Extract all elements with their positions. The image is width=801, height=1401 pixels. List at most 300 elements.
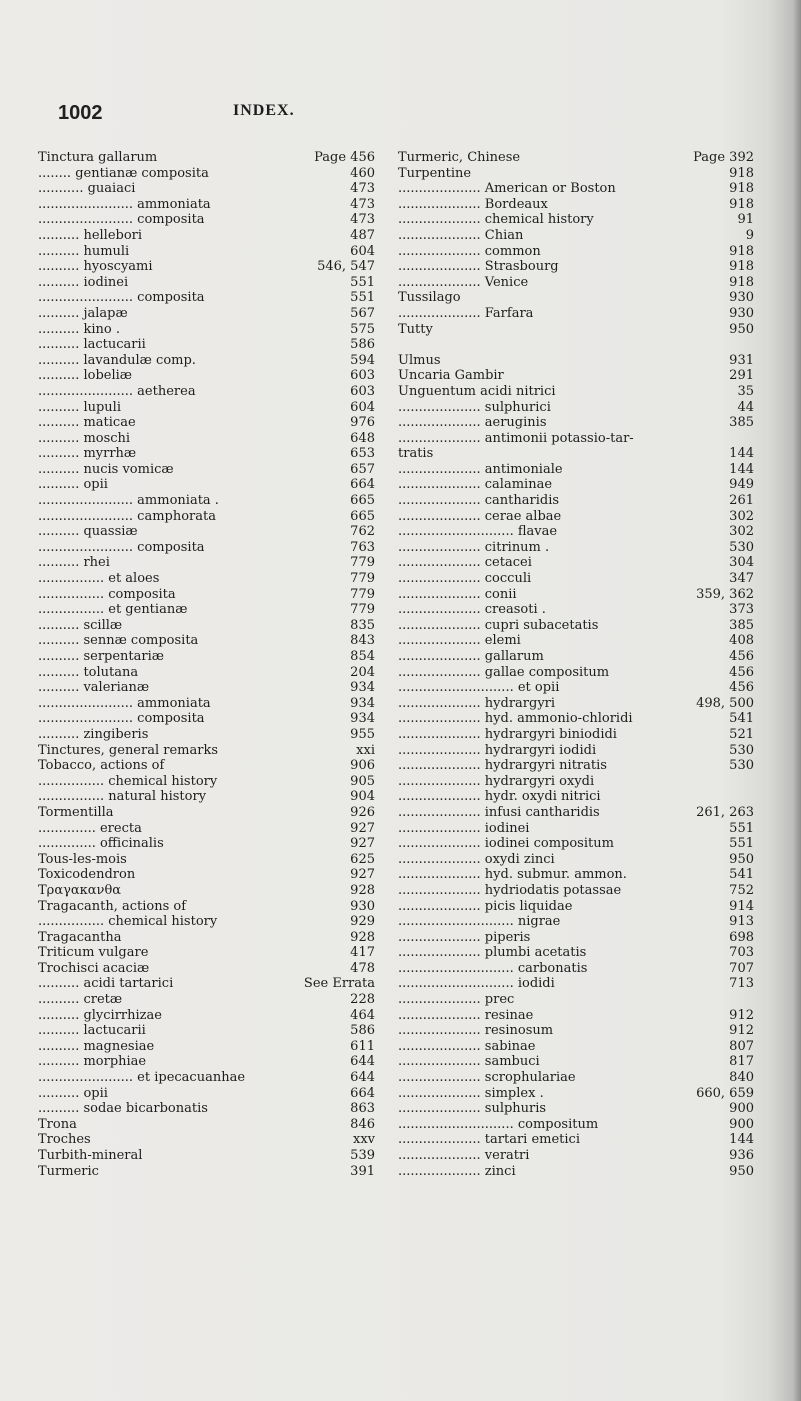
index-entry — [398, 477, 762, 493]
index-entry — [398, 368, 762, 384]
index-entry-page: 144 — [729, 446, 754, 462]
index-entry-page: 551 — [729, 836, 754, 852]
index-entry — [38, 181, 383, 197]
index-entry — [38, 758, 383, 774]
index-entry-page: 665 — [350, 493, 375, 509]
index-entry-page: See Errata — [303, 976, 375, 992]
index-entry-page: 546, 547 — [317, 259, 375, 275]
index-entry-term: Turmeric, Chinese — [398, 150, 521, 165]
index-entry — [38, 1164, 383, 1180]
index-entry-term: .................... citrinum . — [398, 539, 550, 555]
index-entry-term: ....................... ammoniata — [38, 695, 211, 711]
index-entry-term: ....................... aetherea — [38, 383, 196, 399]
index-entry — [398, 290, 762, 306]
index-entry-term: ........ gentianæ composita — [38, 165, 209, 181]
index-entry-term: .......... sennæ composita — [38, 633, 199, 649]
index-entry-term: .............. officinalis — [38, 836, 164, 852]
index-entry — [38, 212, 383, 228]
index-entry — [398, 961, 762, 977]
index-entry — [398, 400, 762, 416]
index-entry — [38, 462, 383, 478]
index-entry — [398, 805, 762, 821]
index-entry-term: .................... chemical history — [398, 212, 594, 228]
index-entry-page: 950 — [729, 851, 754, 867]
index-entry — [38, 1039, 383, 1055]
index-entry-term: ....................... composita — [38, 539, 205, 555]
index-entry-term: Tragacanth, actions of — [38, 898, 187, 914]
index-entry — [398, 899, 762, 915]
index-entry-term: .................... cantharidis — [398, 493, 560, 509]
index-entry-term: .................... gallarum — [398, 649, 544, 664]
index-entry-page: 385 — [729, 617, 754, 633]
index-entry-page: 625 — [350, 851, 375, 867]
index-entry — [38, 602, 383, 618]
index-entry-term: .................... Farfara — [398, 305, 534, 321]
index-entry-page: 817 — [729, 1054, 754, 1070]
index-entry — [38, 1132, 383, 1148]
index-entry — [398, 384, 762, 400]
index-entry-page: 779 — [350, 571, 375, 587]
index-entry — [398, 727, 762, 743]
index-entry — [398, 1164, 762, 1180]
index-entry-page: 478 — [350, 960, 375, 976]
index-entry — [38, 509, 383, 525]
index-entry-term: Unguentum acidi nitrici — [398, 383, 556, 399]
index-entry-page: 779 — [350, 555, 375, 571]
index-entry — [398, 493, 762, 509]
index-entry-term: .................... hydrargyri oxydi — [398, 773, 595, 789]
index-entry-term: .................... hydrargyri — [398, 695, 556, 711]
index-entry — [398, 275, 762, 291]
index-entry-term: .................... gallae compositum — [398, 664, 610, 680]
index-entry-term: .......... quassiæ — [38, 524, 138, 540]
page-header — [40, 90, 760, 124]
index-entry-term: Tous-les-mois — [38, 851, 127, 867]
index-entry-page: 302 — [729, 508, 754, 524]
index-entry-page: 927 — [350, 820, 375, 836]
index-entry-page: 854 — [350, 649, 375, 664]
index-entry — [398, 1070, 762, 1086]
index-entry — [38, 1148, 383, 1164]
index-entry-term: Ulmus — [398, 352, 441, 368]
index-entry — [398, 1117, 762, 1133]
index-entry — [398, 150, 762, 166]
index-entry-page: 35 — [737, 383, 754, 399]
index-entry — [38, 337, 383, 353]
index-entry — [38, 368, 383, 384]
index-entry-page: 918 — [729, 196, 754, 212]
index-entry-page: 918 — [729, 259, 754, 275]
index-entry-page: 551 — [350, 274, 375, 290]
index-entry-page: 779 — [350, 602, 375, 618]
index-entry-page: 927 — [350, 867, 375, 883]
index-entry-term: ................ composita — [38, 586, 176, 602]
index-entry-page: 261, 263 — [696, 804, 754, 820]
index-entry-page: 603 — [350, 368, 375, 384]
index-entry-page: 594 — [350, 352, 375, 368]
index-entry-term: Uncaria Gambir — [398, 368, 504, 384]
index-entry — [398, 431, 762, 447]
index-entry-page: 752 — [729, 882, 754, 898]
index-entry-term: .................... hydrargyri nitratis — [398, 758, 607, 774]
index-entry-term: .......... opii — [38, 477, 108, 493]
index-entry — [38, 228, 383, 244]
index-entry-term: .................... sulphuris — [398, 1101, 547, 1117]
index-entry-page: 906 — [350, 758, 375, 774]
index-entry — [38, 992, 383, 1008]
index-entry-page: 521 — [729, 726, 754, 742]
index-entry-page: 408 — [729, 633, 754, 649]
index-entry — [398, 696, 762, 712]
index-entry-term: .................... calaminae — [398, 477, 553, 493]
index-entry-page: 779 — [350, 586, 375, 602]
index-entry — [38, 743, 383, 759]
index-entry-page: 835 — [350, 617, 375, 633]
index-entry-page: 456 — [729, 680, 754, 696]
index-entry-page: 928 — [350, 929, 375, 945]
index-entry-term: Tutty — [398, 321, 433, 337]
index-entry — [38, 400, 383, 416]
index-entry — [398, 976, 762, 992]
index-entry-term: .................... Venice — [398, 274, 529, 290]
index-entry-page: 703 — [729, 945, 754, 961]
index-entry-term: .................... iodinei compositum — [398, 836, 614, 852]
index-entry-term: .................... piperis — [398, 929, 531, 945]
index-entry-page: 644 — [350, 1070, 375, 1086]
index-entry — [398, 711, 762, 727]
index-entry — [38, 587, 383, 603]
index-entry-page: 665 — [350, 508, 375, 524]
index-entry-page: 304 — [729, 555, 754, 571]
index-entry — [38, 431, 383, 447]
index-entry — [398, 1039, 762, 1055]
index-entry — [38, 680, 383, 696]
index-entry-page: xxv — [352, 1132, 375, 1148]
index-entry-term: .......... myrrhæ — [38, 446, 137, 462]
index-entry-page: 551 — [729, 820, 754, 836]
index-entry-term: ....................... ammoniata . — [38, 493, 219, 509]
index-entry — [398, 1086, 762, 1102]
index-entry-term: .................... hydrargyri biniodidi — [398, 726, 617, 742]
index-entry — [398, 618, 762, 634]
index-entry-page: 498, 500 — [696, 695, 754, 711]
index-entry-term: .................... aeruginis — [398, 415, 547, 431]
index-entry-page: Page 392 — [693, 150, 754, 165]
index-entry — [38, 774, 383, 790]
index-entry-term: .................... oxydi zinci — [398, 851, 555, 867]
index-entry-page: 843 — [350, 633, 375, 649]
index-entry-term: .................... hydr. oxydi nitrici — [398, 789, 601, 805]
index-entry-page: 664 — [350, 477, 375, 493]
index-entry — [398, 166, 762, 182]
index-entry — [38, 899, 383, 915]
index-entry-page: 930 — [729, 305, 754, 321]
index-entry-page: 904 — [350, 789, 375, 805]
index-entry-page: 530 — [729, 539, 754, 555]
index-entry-page: 261 — [729, 493, 754, 509]
index-entry-term: .......... maticae — [38, 415, 136, 431]
index-entry — [398, 680, 762, 696]
index-entry-term: .................... veratri — [398, 1148, 530, 1163]
index-entry-term: .................... common — [398, 243, 541, 259]
index-entry-page: 905 — [350, 773, 375, 789]
index-entry-page: 846 — [350, 1116, 375, 1132]
index-entry-page: 840 — [729, 1070, 754, 1086]
index-entry-term: ....................... composita — [38, 711, 205, 727]
index-entry-page: 473 — [350, 212, 375, 228]
index-entry-page: 603 — [350, 383, 375, 399]
index-entry — [398, 259, 762, 275]
index-entry-term: .......... moschi — [38, 430, 131, 446]
index-entry-page: 930 — [729, 290, 754, 306]
index-entry-page: 551 — [350, 290, 375, 306]
index-entry-page: 648 — [350, 430, 375, 446]
index-entry-term: .......... tolutana — [38, 664, 139, 680]
index-entry-term: Triticum vulgare — [38, 945, 149, 961]
index-entry — [38, 1054, 383, 1070]
index-entry-page: 976 — [350, 415, 375, 431]
index-entry-term: .................... sabinae — [398, 1038, 536, 1054]
index-entry-term: .......... serpentariæ — [38, 649, 164, 664]
index-entry-page: 912 — [729, 1007, 754, 1023]
index-entry — [398, 571, 762, 587]
index-entry-page: 934 — [350, 695, 375, 711]
index-entry-page: 863 — [350, 1101, 375, 1117]
index-entry-page: 912 — [729, 1023, 754, 1039]
index-entry-page: 464 — [350, 1007, 375, 1023]
index-entry-term: .................... simplex . — [398, 1085, 544, 1101]
index-entry-page: 934 — [350, 680, 375, 696]
index-entry — [38, 244, 383, 260]
index-entry-page: Page 456 — [314, 150, 375, 165]
index-entry-term: .................... zinci — [398, 1163, 516, 1179]
index-entry-term: .......... lobeliæ — [38, 368, 132, 384]
index-entry-page: 807 — [729, 1038, 754, 1054]
index-entry-term: tratis — [398, 446, 434, 462]
index-entry-term: .................... hydrargyri iodidi — [398, 742, 597, 758]
index-column-left — [38, 150, 383, 1179]
index-entry — [38, 477, 383, 493]
index-entry-term: .................... creasoti . — [398, 602, 546, 618]
index-entry — [38, 1008, 383, 1024]
index-entry — [398, 883, 762, 899]
index-entry — [398, 415, 762, 431]
index-entry-term: .................... elemi — [398, 633, 521, 649]
index-entry-term: Tobacco, actions of — [38, 758, 165, 774]
index-entry — [398, 524, 762, 540]
index-entry-term: Troches — [38, 1132, 91, 1148]
index-entry-page: 900 — [729, 1101, 754, 1117]
index-entry — [398, 587, 762, 603]
index-entry-page: 927 — [350, 836, 375, 852]
index-entry — [38, 836, 383, 852]
index-entry — [398, 446, 762, 462]
index-entry-term: ....................... ammoniata — [38, 196, 211, 212]
index-entry-term: ....................... composita — [38, 212, 205, 228]
index-entry-page: 541 — [729, 711, 754, 727]
index-entry-term: .......... kino . — [38, 321, 120, 337]
index-entry-term: .................... Bordeaux — [398, 196, 548, 212]
index-column-right — [398, 150, 762, 1179]
index-entry — [398, 322, 762, 338]
index-entry-page: xxi — [356, 742, 375, 758]
index-entry-term: .......... opii — [38, 1085, 108, 1101]
index-entry-page: 918 — [729, 243, 754, 259]
index-entry-page: 929 — [350, 914, 375, 930]
index-entry — [398, 992, 762, 1008]
running-head: INDEX. — [233, 102, 295, 119]
index-entry — [38, 867, 383, 883]
index-entry — [398, 945, 762, 961]
index-entry — [38, 805, 383, 821]
index-entry — [398, 774, 762, 790]
index-entry-page: 487 — [350, 227, 375, 243]
index-entry-term: .......... sodae bicarbonatis — [38, 1101, 208, 1117]
index-entry-page: 918 — [729, 165, 754, 181]
index-entry-term: ................ chemical history — [38, 773, 218, 789]
index-entry — [398, 212, 762, 228]
index-entry — [38, 711, 383, 727]
index-entry — [398, 930, 762, 946]
index-entry-page: 931 — [729, 352, 754, 368]
index-entry-term: Toxicodendron — [38, 867, 136, 883]
index-entry-term: .......... lactucarii — [38, 1023, 146, 1039]
index-entry-page: 762 — [350, 524, 375, 540]
index-entry — [398, 306, 762, 322]
index-entry-term: ................ chemical history — [38, 914, 218, 930]
index-entry — [398, 852, 762, 868]
index-entry-term: .................... hyd. ammonio-chloridi — [398, 711, 633, 727]
index-entry-page: 914 — [729, 898, 754, 914]
index-entry — [398, 509, 762, 525]
index-entry-term: .......... zingiberis — [38, 726, 149, 742]
index-entry — [38, 852, 383, 868]
index-entry-term: .................... scrophulariae — [398, 1070, 576, 1086]
index-entry-page: 955 — [350, 726, 375, 742]
index-entry-term: .................... iodinei — [398, 820, 530, 836]
index-entry-page: 586 — [350, 1023, 375, 1039]
index-entry — [398, 244, 762, 260]
index-entry — [38, 415, 383, 431]
index-entry-term: .......... acidi tartarici — [38, 976, 174, 992]
index-entry-term: .................... cetacei — [398, 555, 532, 571]
index-entry-term: .......... jalapæ — [38, 305, 128, 321]
index-entry-page: 950 — [729, 321, 754, 337]
index-entry — [38, 306, 383, 322]
index-entry-page: 539 — [350, 1148, 375, 1163]
index-entry-page: 456 — [729, 649, 754, 664]
index-entry-term: .................... cerae albae — [398, 508, 562, 524]
index-entry — [38, 1117, 383, 1133]
index-entry — [38, 789, 383, 805]
index-entry-term: .................... Chian — [398, 227, 524, 243]
index-entry — [398, 1008, 762, 1024]
index-entry-term: ............................ iodidi — [398, 976, 555, 992]
index-entry-page: 473 — [350, 181, 375, 197]
index-entry — [38, 166, 383, 182]
index-entry-term: .......... cretæ — [38, 992, 123, 1008]
index-entry — [38, 353, 383, 369]
index-entry-page: 707 — [729, 960, 754, 976]
index-entry-term: .................... American or Boston — [398, 181, 616, 197]
index-entry — [38, 555, 383, 571]
index-entry — [398, 867, 762, 883]
index-entry-page: 604 — [350, 243, 375, 259]
index-entry-term: .................... cocculi — [398, 571, 532, 587]
index-entry-term: .................... conii — [398, 586, 517, 602]
index-entry — [398, 1132, 762, 1148]
index-entry-term: .............. erecta — [38, 820, 142, 836]
index-entry — [398, 758, 762, 774]
index-entry — [398, 337, 762, 353]
index-entry-page: 541 — [729, 867, 754, 883]
index-entry-page: 928 — [350, 882, 375, 898]
index-entry-page: 657 — [350, 461, 375, 477]
index-entry-page: 144 — [729, 1132, 754, 1148]
index-entry — [398, 228, 762, 244]
index-entry-term: ............................ flavae — [398, 524, 558, 540]
index-entry — [38, 945, 383, 961]
index-entry-page: 604 — [350, 399, 375, 415]
index-entry-term: .................... sulphurici — [398, 399, 551, 415]
index-entry-page: 936 — [729, 1148, 754, 1163]
index-entry-term: ....................... et ipecacuanhae — [38, 1070, 246, 1086]
index-entry-term: ................ natural history — [38, 789, 207, 805]
index-entry-term: .......... morphiae — [38, 1054, 147, 1070]
index-entry — [38, 696, 383, 712]
index-entry-page: 763 — [350, 539, 375, 555]
index-entry — [38, 571, 383, 587]
index-entry-term: .................... prec — [398, 992, 515, 1008]
index-entry — [38, 633, 383, 649]
index-entry — [38, 821, 383, 837]
index-entry-term: .......... valerianæ — [38, 680, 150, 696]
index-entry-page: 456 — [729, 664, 754, 680]
index-entry-term: Tragacantha — [38, 929, 122, 945]
index-entry-page: 228 — [350, 992, 375, 1008]
index-entry-term: .......... hyoscyami — [38, 259, 153, 275]
index-entry-term: Turbith-mineral — [38, 1148, 143, 1163]
index-entry-term: Trona — [38, 1116, 77, 1132]
index-entry-page: 930 — [350, 898, 375, 914]
index-entry-term: ........... guaiaci — [38, 181, 136, 197]
index-entry-term: ................ et gentianæ — [38, 602, 188, 618]
index-entry-term: .......... lupuli — [38, 399, 121, 415]
index-entry-page: 900 — [729, 1116, 754, 1132]
index-entry-term: Trochisci acaciæ — [38, 960, 150, 976]
index-entry-page: 44 — [737, 399, 754, 415]
index-entry-term: Τραγακανθα — [38, 882, 122, 898]
index-entry-term: .................... infusi cantharidis — [398, 804, 600, 820]
index-entry-term: .................... resinae — [398, 1007, 534, 1023]
index-entry-term: .................... resinosum — [398, 1023, 554, 1039]
index-entry — [38, 649, 383, 665]
index-entry-term: Tinctures, general remarks — [38, 742, 219, 758]
index-entry-page: 291 — [729, 368, 754, 384]
index-entry-page: 144 — [729, 461, 754, 477]
index-entry-page: 204 — [350, 664, 375, 680]
index-entry — [398, 649, 762, 665]
index-entry — [38, 524, 383, 540]
index-entry-term: .................... sambuci — [398, 1054, 540, 1070]
index-entry — [38, 197, 383, 213]
index-entry — [398, 1148, 762, 1164]
index-entry — [38, 150, 383, 166]
index-entry — [398, 555, 762, 571]
index-entry-page: 359, 362 — [696, 586, 754, 602]
index-entry-page: 918 — [729, 274, 754, 290]
index-entry-page: 926 — [350, 804, 375, 820]
